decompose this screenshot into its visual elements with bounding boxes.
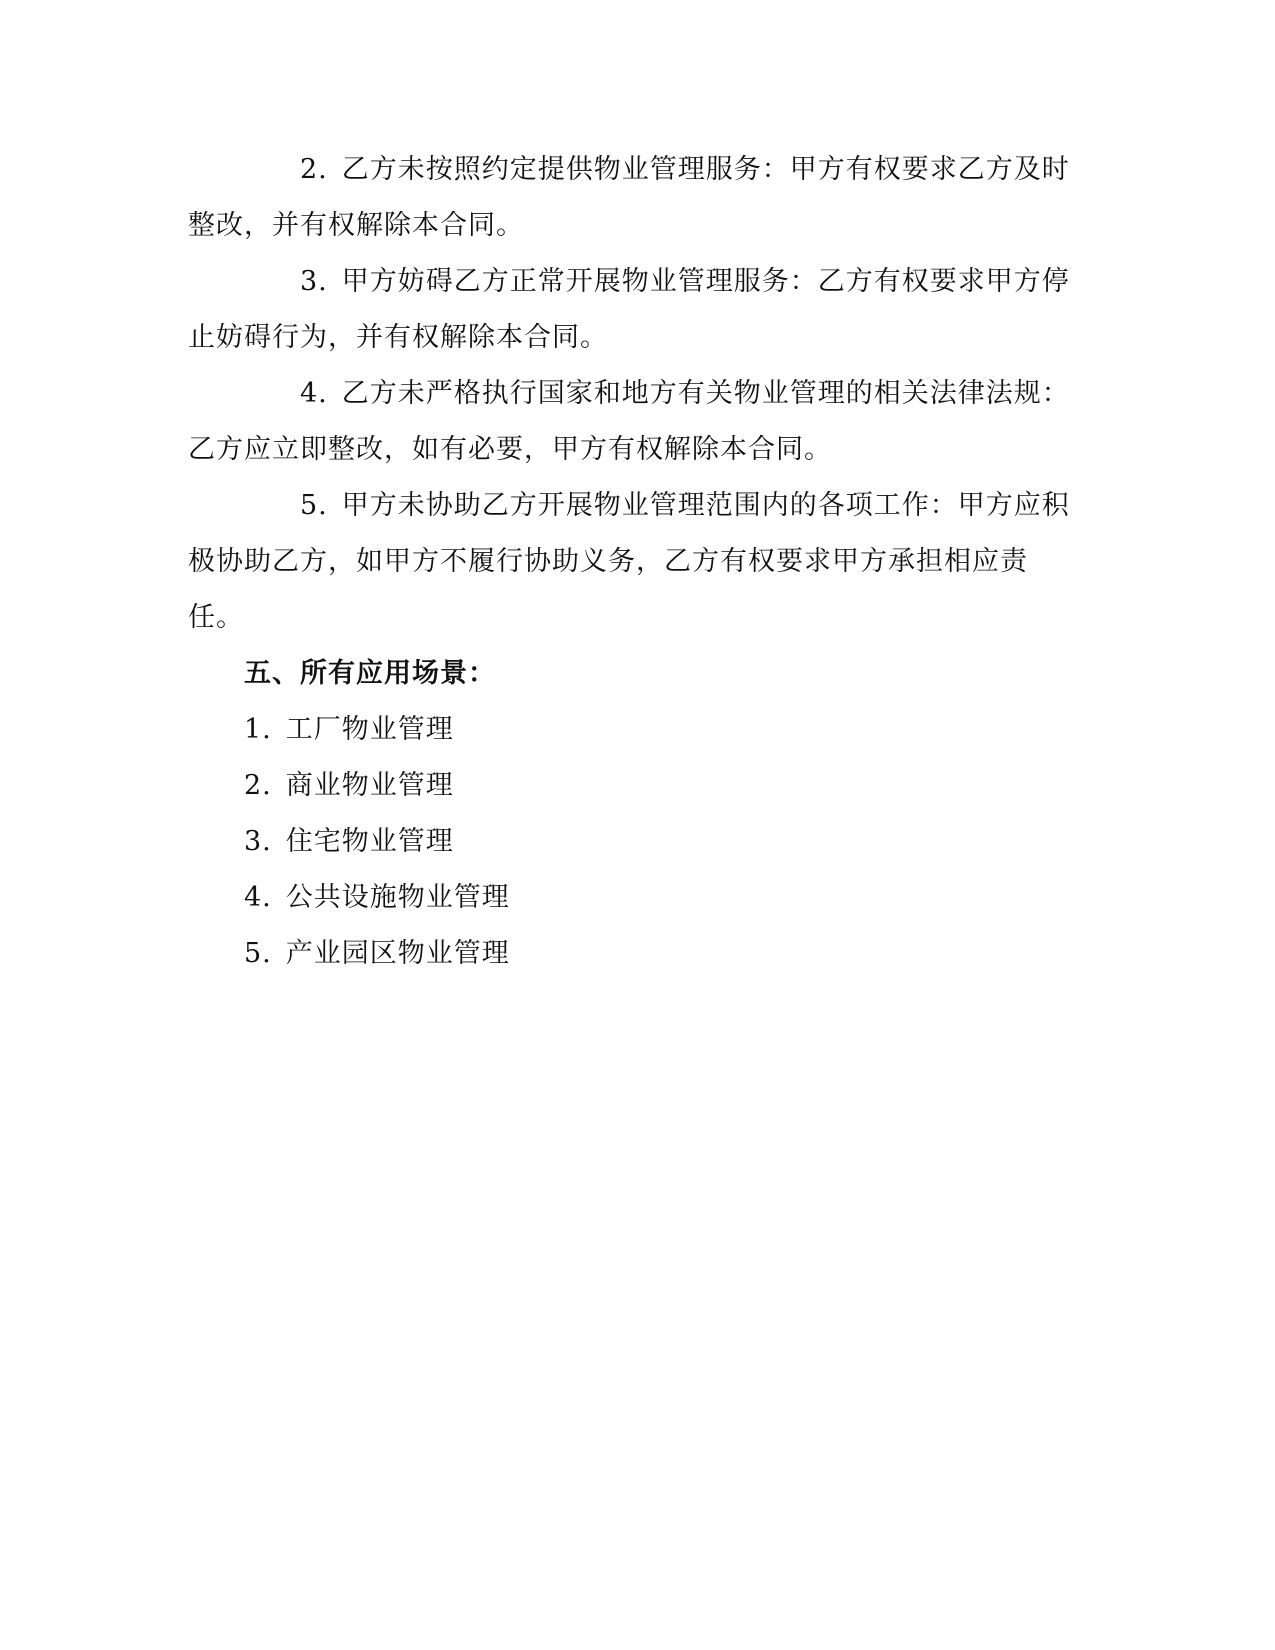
clause-text: 甲方妨碍乙方正常开展物业管理服务：乙方有权要求甲方停止妨碍行为，并有权解除本合同。 (188, 266, 1070, 353)
list-item-number: 2. (244, 770, 272, 801)
list-item-number: 3. (244, 826, 272, 857)
clause-text: 乙方未严格执行国家和地方有关物业管理的相关法律法规：乙方应立即整改，如有必要，甲方有权解除本合同。 (188, 378, 1070, 465)
list-item-text: 公共设施物业管理 (285, 882, 510, 913)
list-item-number: 5. (244, 938, 272, 969)
clause-paragraph (188, 478, 1072, 646)
document-body (188, 142, 1072, 982)
list-item (188, 926, 1072, 982)
clause-number: 4. (300, 378, 328, 409)
scenario-list (188, 702, 1072, 982)
clause-paragraph (188, 142, 1072, 254)
list-item (188, 814, 1072, 870)
section-heading: 五、所有应用场景： (244, 658, 496, 689)
list-item (188, 758, 1072, 814)
list-item-number: 4. (244, 882, 272, 913)
list-item (188, 870, 1072, 926)
list-item (188, 702, 1072, 758)
clause-text: 甲方未协助乙方开展物业管理范围内的各项工作：甲方应积极协助乙方，如甲方不履行协助义务，乙方有权要求甲方承担相应责任。 (188, 490, 1070, 633)
list-item-text: 商业物业管理 (285, 770, 454, 801)
clause-paragraph (188, 254, 1072, 366)
clause-number: 3. (300, 266, 328, 297)
clause-number: 2. (300, 154, 328, 185)
clause-number: 5. (300, 490, 328, 521)
clause-text: 乙方未按照约定提供物业管理服务：甲方有权要求乙方及时整改，并有权解除本合同。 (188, 154, 1070, 241)
clause-paragraph (188, 366, 1072, 478)
list-item-number: 1. (244, 714, 272, 745)
list-item-text: 住宅物业管理 (285, 826, 454, 857)
list-item-text: 产业园区物业管理 (285, 938, 510, 969)
list-item-text: 工厂物业管理 (285, 714, 454, 745)
